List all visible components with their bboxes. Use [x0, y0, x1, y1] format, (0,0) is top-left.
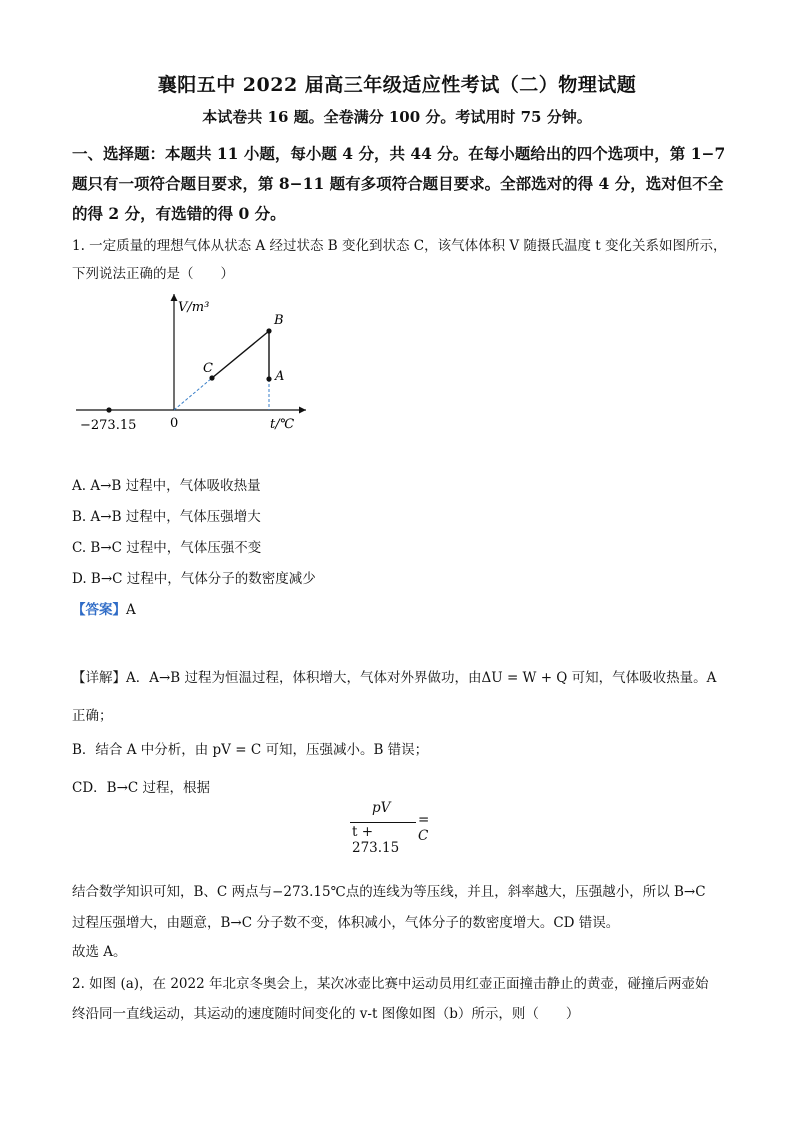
answer-label: 【答案】 — [72, 602, 126, 618]
conclusion: 故选 A。 — [72, 944, 127, 960]
point-a-dot — [266, 376, 271, 381]
page-title: 襄阳五中 2022 届高三年级适应性考试（二）物理试题 — [157, 74, 637, 96]
formula-rhs: = C — [418, 812, 430, 844]
exam-info: 本试卷共 16 题。全卷满分 100 分。考试用时 75 分钟。 — [202, 108, 592, 126]
question-2-stem-cont: 终沿同一直线运动，其运动的速度随时间变化的 v-t 图像如图（b）所示，则（ ） — [72, 1006, 580, 1022]
detail-line-2: 正确； — [72, 708, 113, 724]
y-axis-label: V/m³ — [178, 300, 210, 315]
option-d: D. B→C 过程中，气体分子的数密度减少 — [72, 571, 316, 587]
point-b-dot — [266, 328, 271, 333]
point-c-dot — [209, 375, 214, 380]
neg-point-dot — [106, 407, 111, 412]
detail-line-5: 结合数学知识可知，B、C 两点与−273.15℃点的连线为等压线，并且，斜率越大，压强越小，所以 B→C — [72, 884, 706, 900]
vt-figure — [60, 280, 320, 440]
detail-line-3: B．结合 A 中分析，由 pV = C 可知，压强减小。B 错误； — [72, 742, 429, 758]
answer-value: A — [126, 602, 136, 618]
question-2-stem: 2. 如图 (a)，在 2022 年北京冬奥会上，某次冰壶比赛中运动员用红壶正面撞击静止的黄壶，碰撞后两壶始 — [72, 976, 709, 992]
detail-line-1: 【详解】A．A→B 过程为恒温过程，体积增大，气体对外界做功，由ΔU = W + Q 可知，气体吸收热量。A — [72, 670, 717, 686]
fraction-bar — [350, 822, 416, 823]
x-axis-label: t/℃ — [270, 417, 295, 432]
question-1-stem: 1. 一定质量的理想气体从状态 A 经过状态 B 变化到状态 C，该气体体积 V 随摄氏温度 t 变化关系如图所示， — [72, 238, 727, 254]
option-b: B. A→B 过程中，气体压强增大 — [72, 509, 261, 525]
neg-temperature-label: −273.15 — [80, 418, 137, 433]
question-1-stem-cont: 下列说法正确的是（ ） — [72, 266, 234, 282]
point-c-label: C — [203, 361, 213, 376]
formula-denominator: t + 273.15 — [352, 824, 400, 856]
section-instructions-line-2: 题只有一项符合题目要求，第 8−11 题有多项符合题目要求。全部选对的得 4 分，选对但不全 — [72, 174, 724, 193]
point-a-label: A — [275, 369, 285, 384]
option-c: C. B→C 过程中，气体压强不变 — [72, 540, 262, 556]
section-instructions-line-3: 的得 2 分，有选错的得 0 分。 — [72, 204, 286, 223]
answer-line — [72, 598, 136, 618]
option-a: A. A→B 过程中，气体吸收热量 — [72, 478, 261, 494]
dashed-extension — [174, 378, 212, 410]
origin-label: 0 — [170, 416, 179, 431]
point-b-label: B — [274, 313, 284, 328]
detail-line-6: 过程压强增大，由题意，B→C 分子数不变，体积减小，气体分子的数密度增大。CD 错误。 — [72, 915, 620, 931]
formula-numerator: pV — [372, 800, 391, 816]
segment-c-b — [212, 331, 269, 378]
section-instructions-line-1: 一、选择题：本题共 11 小题，每小题 4 分，共 44 分。在每小题给出的四个选项中，第 1−7 — [72, 144, 726, 163]
detail-line-4: CD．B→C 过程，根据 — [72, 780, 211, 796]
